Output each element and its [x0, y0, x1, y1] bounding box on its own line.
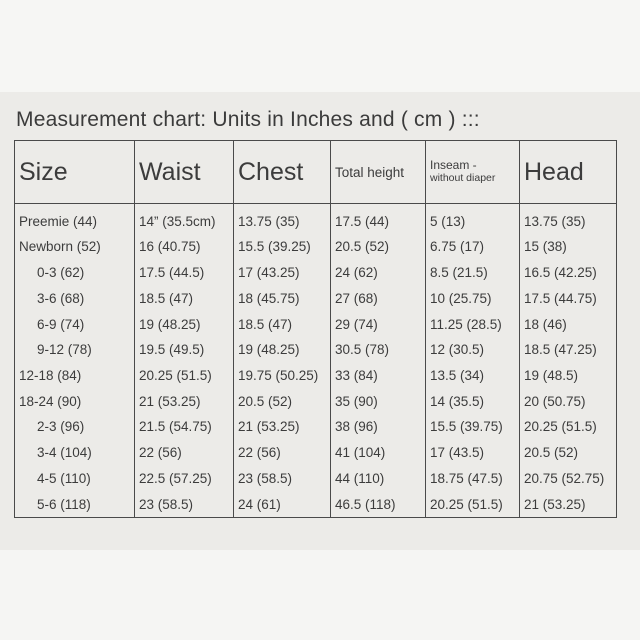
- cell-waist: 22.5 (57.25): [135, 466, 234, 492]
- cell-chest: 19.75 (50.25): [234, 363, 331, 389]
- cell-chest: 17 (43.25): [234, 260, 331, 286]
- cell-chest: 18.5 (47): [234, 311, 331, 337]
- cell-inseam: 6.75 (17): [426, 234, 520, 260]
- cell-inseam: 15.5 (39.75): [426, 414, 520, 440]
- cell-total-height: 17.5 (44): [331, 204, 426, 235]
- cell-waist: 20.25 (51.5): [135, 363, 234, 389]
- cell-size: 4-5 (110): [15, 466, 135, 492]
- cell-waist: 22 (56): [135, 440, 234, 466]
- cell-waist: 16 (40.75): [135, 234, 234, 260]
- cell-inseam: 20.25 (51.5): [426, 491, 520, 517]
- cell-size: Preemie (44): [15, 204, 135, 235]
- cell-total-height: 41 (104): [331, 440, 426, 466]
- cell-size: 0-3 (62): [15, 260, 135, 286]
- header-waist: Waist: [135, 141, 234, 204]
- cell-head: 20.5 (52): [520, 440, 617, 466]
- table-row: [15, 285, 617, 311]
- cell-chest: 15.5 (39.25): [234, 234, 331, 260]
- table-row: [15, 363, 617, 389]
- cell-head: 20.25 (51.5): [520, 414, 617, 440]
- table-row: [15, 311, 617, 337]
- cell-total-height: 44 (110): [331, 466, 426, 492]
- cell-inseam: 17 (43.5): [426, 440, 520, 466]
- cell-total-height: 33 (84): [331, 363, 426, 389]
- cell-inseam: 8.5 (21.5): [426, 260, 520, 286]
- table-row: [15, 204, 617, 235]
- cell-chest: 20.5 (52): [234, 388, 331, 414]
- cell-total-height: 38 (96): [331, 414, 426, 440]
- cell-head: 20.75 (52.75): [520, 466, 617, 492]
- table-row: [15, 337, 617, 363]
- cell-chest: 23 (58.5): [234, 466, 331, 492]
- cell-total-height: 20.5 (52): [331, 234, 426, 260]
- cell-head: 17.5 (44.75): [520, 285, 617, 311]
- table-row: [15, 388, 617, 414]
- cell-waist: 19 (48.25): [135, 311, 234, 337]
- cell-head: 19 (48.5): [520, 363, 617, 389]
- chart-title: Measurement chart: Units in Inches and ( cm ) :::: [16, 108, 480, 131]
- cell-total-height: 30.5 (78): [331, 337, 426, 363]
- header-inseam: [426, 141, 520, 204]
- cell-head: 16.5 (42.25): [520, 260, 617, 286]
- table-row: [15, 491, 617, 517]
- cell-size: 12-18 (84): [15, 363, 135, 389]
- top-background: [0, 0, 640, 92]
- header-inseam-sublabel: without diaper: [430, 172, 496, 184]
- cell-total-height: 46.5 (118): [331, 491, 426, 517]
- cell-waist: 19.5 (49.5): [135, 337, 234, 363]
- header-inseam-label: Inseam -: [430, 158, 477, 172]
- cell-total-height: 24 (62): [331, 260, 426, 286]
- cell-head: 21 (53.25): [520, 491, 617, 517]
- cell-size: 6-9 (74): [15, 311, 135, 337]
- cell-total-height: 29 (74): [331, 311, 426, 337]
- cell-head: 18.5 (47.25): [520, 337, 617, 363]
- cell-inseam: 5 (13): [426, 204, 520, 235]
- cell-head: 20 (50.75): [520, 388, 617, 414]
- cell-inseam: 12 (30.5): [426, 337, 520, 363]
- cell-size: 18-24 (90): [15, 388, 135, 414]
- cell-waist: 21.5 (54.75): [135, 414, 234, 440]
- cell-chest: 13.75 (35): [234, 204, 331, 235]
- cell-inseam: 10 (25.75): [426, 285, 520, 311]
- header-head: Head: [520, 141, 617, 204]
- cell-chest: 24 (61): [234, 491, 331, 517]
- cell-size: 9-12 (78): [15, 337, 135, 363]
- bottom-background: [0, 550, 640, 640]
- cell-chest: 19 (48.25): [234, 337, 331, 363]
- cell-waist: 21 (53.25): [135, 388, 234, 414]
- header-row: [15, 141, 617, 204]
- cell-total-height: 35 (90): [331, 388, 426, 414]
- header-size: Size: [15, 141, 135, 204]
- cell-head: 18 (46): [520, 311, 617, 337]
- cell-waist: 23 (58.5): [135, 491, 234, 517]
- cell-waist: 14” (35.5cm): [135, 204, 234, 235]
- cell-size: 3-4 (104): [15, 440, 135, 466]
- cell-total-height: 27 (68): [331, 285, 426, 311]
- cell-inseam: 11.25 (28.5): [426, 311, 520, 337]
- measurement-table: [14, 140, 617, 518]
- cell-chest: 22 (56): [234, 440, 331, 466]
- table-row: [15, 234, 617, 260]
- table-row: [15, 260, 617, 286]
- table-row: [15, 440, 617, 466]
- table-row: [15, 414, 617, 440]
- cell-chest: 21 (53.25): [234, 414, 331, 440]
- header-total-height: Total height: [331, 141, 426, 204]
- cell-head: 15 (38): [520, 234, 617, 260]
- cell-size: 2-3 (96): [15, 414, 135, 440]
- cell-size: 3-6 (68): [15, 285, 135, 311]
- cell-waist: 18.5 (47): [135, 285, 234, 311]
- cell-size: 5-6 (118): [15, 491, 135, 517]
- cell-waist: 17.5 (44.5): [135, 260, 234, 286]
- table-row: [15, 466, 617, 492]
- cell-chest: 18 (45.75): [234, 285, 331, 311]
- cell-inseam: 18.75 (47.5): [426, 466, 520, 492]
- cell-inseam: 13.5 (34): [426, 363, 520, 389]
- cell-head: 13.75 (35): [520, 204, 617, 235]
- cell-size: Newborn (52): [15, 234, 135, 260]
- header-chest: Chest: [234, 141, 331, 204]
- cell-inseam: 14 (35.5): [426, 388, 520, 414]
